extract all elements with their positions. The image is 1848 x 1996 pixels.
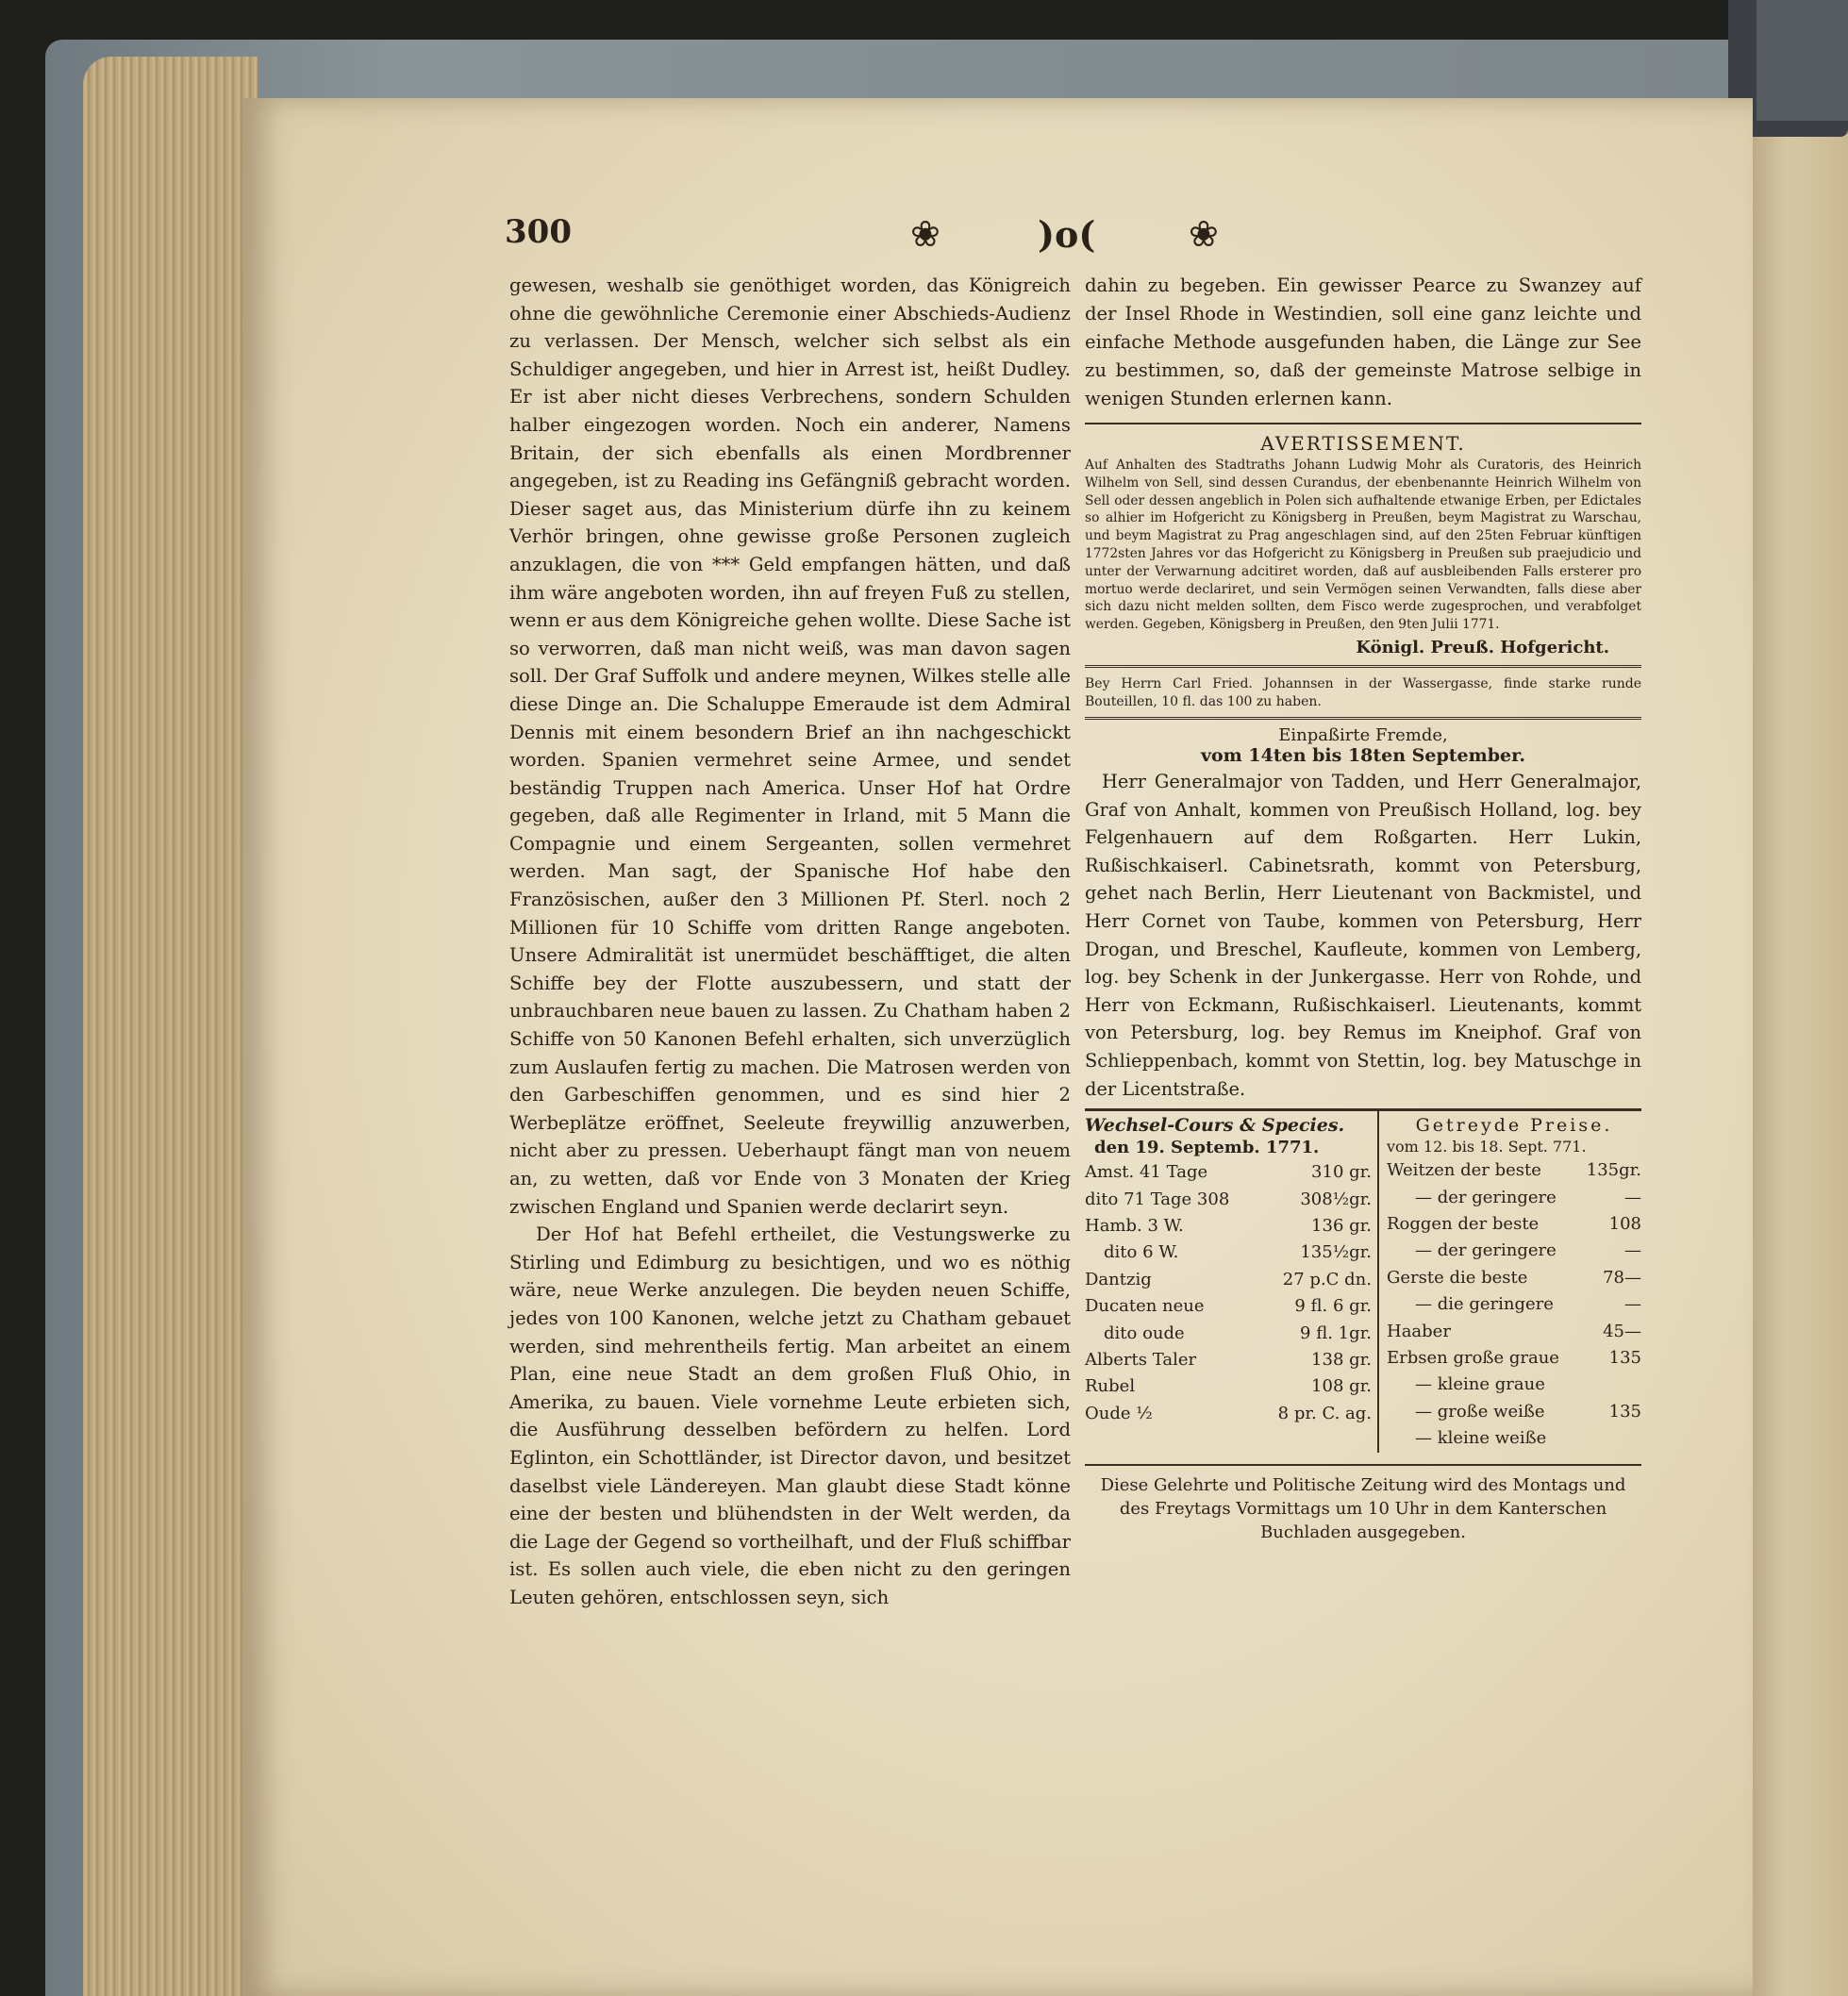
wechsel-date: den 19. Septemb. 1771. [1094, 1138, 1320, 1158]
left-column [509, 272, 1071, 1612]
row-label: Roggen der beste [1387, 1213, 1540, 1234]
table-row [1387, 1319, 1641, 1345]
table-row [1085, 1321, 1372, 1347]
row-label: dito oude [1104, 1322, 1185, 1343]
divider [1085, 423, 1641, 424]
page-number: 300 [505, 213, 572, 251]
flower-ornament-icon: ❀ [910, 213, 941, 255]
avertissement-title: AVERTISSEMENT. [1260, 432, 1466, 455]
row-label: dito 6 W. [1104, 1242, 1179, 1263]
row-value: 308½gr. [1300, 1189, 1372, 1209]
row-value: 9 fl. 6 gr. [1294, 1296, 1372, 1317]
row-label: Hamb. 3 W. [1085, 1215, 1184, 1236]
row-value: 45— [1603, 1321, 1641, 1341]
table-row [1085, 1267, 1372, 1293]
getreide-title: Getreyde Preise. [1415, 1115, 1613, 1137]
table-row [1085, 1401, 1372, 1427]
row-value: 310 gr. [1311, 1162, 1372, 1183]
avertissement-signature: Königl. Preuß. Hofgericht. [1356, 637, 1609, 657]
table-row [1387, 1345, 1641, 1372]
center-ornament-icon: )o( [1038, 213, 1096, 256]
fremde-body: Herr Generalmajor von Tadden, und Herr Generalmajor, Graf von Anhalt, kommen von Preußisch Holland, log. bey Felgenhauern auf dem Roßgarten. Herr Lukin, Rußischkaiserl. Cabinetsrath, kommt von Petersburg, gehet nach Berlin, Herr Lieutenant von Backmistel, und Herr Cornet von Taube, kommen von Petersburg, Herr Drogan, und Breschel, Kaufleute, kommen von Lemberg, log. bey Schenk in der Junkergasse. Herr von Rohde, und Herr von Eckmann, Rußischkaiserl. Lieutenants, kommt von Petersburg, log. bey Remus im Kneiphof. Graf von Schlieppenbach, kommt von Stettin, log. bey Matuschge in der Licentstraße. [1085, 770, 1641, 1100]
notice-text: Bey Herrn Carl Fried. Johannsen in der Wassergasse, finde starke runde Bouteillen, 10 fl. das 100 zu haben. [1085, 675, 1641, 709]
fremde-section [1085, 725, 1641, 1103]
footer-note: Diese Gelehrte und Politische Zeitung wird des Montags und des Freytags Vormittags um 10 Uhr in dem Kanterschen Buchladen ausgegeben. [1100, 1474, 1626, 1542]
row-label: Gerste die beste [1387, 1267, 1528, 1288]
page-header [505, 213, 1656, 260]
table-row [1085, 1159, 1372, 1186]
row-value: 135 [1608, 1401, 1641, 1422]
book-strap-inner [1756, 0, 1848, 121]
table-row [1085, 1187, 1372, 1213]
row-label: Weitzen der beste [1387, 1160, 1541, 1181]
flower-ornament-icon: ❀ [1189, 213, 1219, 255]
row-label: — kleine weiße [1415, 1428, 1547, 1449]
row-label: — der geringere [1415, 1187, 1557, 1207]
row-value: 78— [1603, 1267, 1641, 1288]
fremde-date: vom 14ten bis 18ten September. [1200, 744, 1526, 766]
row-value: 108 [1608, 1213, 1641, 1234]
row-label: — kleine graue [1415, 1374, 1545, 1395]
row-label: Alberts Taler [1085, 1349, 1197, 1370]
right-column [1085, 272, 1641, 1544]
row-value: 135 [1608, 1347, 1641, 1368]
row-value: — [1624, 1187, 1641, 1207]
getreide-table [1379, 1111, 1641, 1452]
table-row [1387, 1238, 1641, 1264]
row-label: Dantzig [1085, 1269, 1152, 1289]
facing-page-edge [1747, 113, 1848, 1996]
row-label: Amst. 41 Tage [1085, 1162, 1208, 1183]
price-tables [1085, 1108, 1641, 1452]
table-row [1085, 1293, 1372, 1320]
table-row [1085, 1213, 1372, 1239]
divider [1085, 665, 1641, 668]
row-value: 108 gr. [1311, 1376, 1372, 1397]
table-row [1085, 1239, 1372, 1266]
table-row [1387, 1265, 1641, 1291]
fremde-title: Einpaßirte Fremde, [1278, 724, 1448, 745]
row-value: 138 gr. [1311, 1349, 1372, 1370]
row-value: 9 fl. 1gr. [1300, 1322, 1372, 1343]
article-paragraph: gewesen, weshalb sie genöthiget worden, das Königreich ohne die gewöhnliche Ceremonie einer Abschieds-Audienz zu verlassen. Der Mensch, welcher sich selbst als ein Schuldiger angegeben, und hier in Arrest ist, heißt Dudley. Er ist aber nicht dieses Verbrechens, sondern Schulden halber eingezogen worden. Noch ein anderer, Namens Britain, der sich ebenfalls als einen Mordbrenner angegeben, ist zu Reading ins Gefängniß gebracht worden. Dieser saget aus, das Ministerium dürfe ihn zu keinem Verhör bringen, ohne gewisse große Personen zugleich anzuklagen, die von *** Geld empfangen hätten, und daß ihm wäre angeboten worden, ihn auf freyen Fuß zu stellen, wenn er aus dem Königreiche gehen wollte. Diese Sache ist so verworren, daß man nicht weiß, was man davon sagen soll. Der Graf Suffolk und andere meynen, Wilkes stelle alle diese Dinge an. Die Schaluppe Emeraude ist dem Admiral Dennis mit einem besondern Brief an ihn nachgeschickt worden. Spanien vermehret seine Armee, und sendet beständig Truppen nach America. Unser Hof hat Ordre gegeben, daß alle Regimenter in Irland, mit 5 Mann die Compagnie und einem Sergeanten, sollen vermehret werden. Man sagt, der Spanische Hof habe den Französischen, außer den 3 Millionen Pf. Sterl. noch 2 Millionen für 10 Schiffe vom dritten Range angeboten. Unsere Admiralität ist unermüdet beschäfftiget, die alten Schiffe bey der Flotte auszubessern, und statt der unbrauchbaren neue bauen zu lassen. Zu Chatham haben 2 Schiffe von 50 Kanonen Befehl erhalten, sich unverzüglich zum Auslaufen fertig zu machen. Die Matrosen werden von den Garbeschiffen genommen, und es sind hier 2 Werbeplätze eröffnet, Seeleute freywillig anzuwerben, nicht aber zu pressen. Ueberhaupt fängt man von neuem an, zu wetten, daß vor Ende von 3 Monaten der Krieg zwischen England und Spanien werde declarirt seyn. [509, 274, 1071, 1218]
divider [1085, 1464, 1641, 1466]
row-label: — große weiße [1415, 1401, 1545, 1422]
avertissement-body: Auf Anhalten des Stadtraths Johann Ludwig Mohr als Curatoris, des Heinrich Wilhelm von Sell, sind dessen Curandus, der ebenbenannte Heinrich Wilhelm von Sell oder dessen angeblich in Polen sich aufhaltende etwanige Erben, per Edictales so alhier im Hofgericht zu Königsberg in Preußen, beym Magistrat zu Warschau, und beym Magistrat zu Prag angeschlagen sind, auf den 25ten Februar künftigen 1772sten Jahres vor das Hofgericht zu Königsberg in Preußen sub praejudicio und unter der Verwarnung adcitiret worden, daß auf ausbleibenden Falls ersterer pro mortuo werde declariret, und sein Vermögen seinen Verwandten, falls diese aber sich dazu nicht melden sollten, dem Fisco werde zugesprochen, und verabfolget werden. Gegeben, Königsberg in Preußen, den 9ten Julii 1771. [1085, 457, 1641, 633]
table-row [1387, 1157, 1641, 1184]
table-row [1085, 1373, 1372, 1400]
row-value: 136 gr. [1311, 1215, 1372, 1236]
table-row [1387, 1291, 1641, 1318]
article-paragraph: Der Hof hat Befehl ertheilet, die Vestungswerke zu Stirling und Edimburg zu besichtigen, und wo es nöthig wäre, neue Werke anzulegen. Die beyden neuen Schiffe, jedes von 100 Kanonen, welche jetzt zu Chatham gebauet werden, sind mehrentheils fertig. Man arbeitet an einem Plan, eine neue Stadt an dem großen Fluß Ohio, in Amerika, zu bauen. Viele vornehme Leute erbieten sich, die Ausführung desselben befördern zu helfen. Lord Eglinton, ein Schottländer, ist Director davon, und besitzet daselbst viele Ländereyen. Man glaubt diese Stadt könne eine der besten und blühendsten in der Welt werden, da die Lage der Gegend so vortheilhaft, und der Fluß schiffbar ist. Es sollen auch viele, die eben nicht zu den geringen Leuten gehören, entschlossen seyn, sich [509, 1223, 1071, 1608]
table-row [1085, 1347, 1372, 1373]
row-value: — [1624, 1294, 1641, 1315]
row-value: 27 p.C dn. [1282, 1269, 1372, 1289]
table-row [1387, 1399, 1641, 1425]
row-label: Haaber [1387, 1321, 1451, 1341]
row-label: Ducaten neue [1085, 1296, 1205, 1317]
table-row [1387, 1372, 1641, 1398]
avertissement-section [1085, 432, 1641, 657]
row-label: — die geringere [1415, 1294, 1554, 1315]
row-value: 135gr. [1586, 1160, 1641, 1181]
divider [1085, 717, 1641, 720]
table-row [1387, 1211, 1641, 1238]
page-edges [83, 57, 258, 1996]
wechsel-title: Wechsel-Cours & Species. [1085, 1115, 1345, 1137]
table-row [1387, 1425, 1641, 1452]
wechsel-table [1085, 1111, 1379, 1452]
row-value: 135½gr. [1300, 1242, 1372, 1263]
article-continuation: dahin zu begeben. Ein gewisser Pearce zu Swanzey auf der Insel Rhode in Westindien, soll eine ganz leichte und einfache Methode ausgefunden haben, die Länge zur See zu bestimmen, so, daß der gemeinste Matrose selbige in wenigen Stunden erlernen kann. [1085, 274, 1641, 409]
row-label: — der geringere [1415, 1240, 1557, 1261]
getreide-date: vom 12. bis 18. Sept. 771. [1387, 1138, 1587, 1156]
table-row [1387, 1185, 1641, 1211]
row-label: Erbsen große graue [1387, 1347, 1559, 1368]
row-label: Rubel [1085, 1376, 1136, 1397]
row-value: — [1624, 1240, 1641, 1261]
row-label: dito 71 Tage 308 [1085, 1189, 1230, 1209]
row-label: Oude ½ [1085, 1403, 1153, 1423]
row-value: 8 pr. C. ag. [1277, 1403, 1372, 1423]
